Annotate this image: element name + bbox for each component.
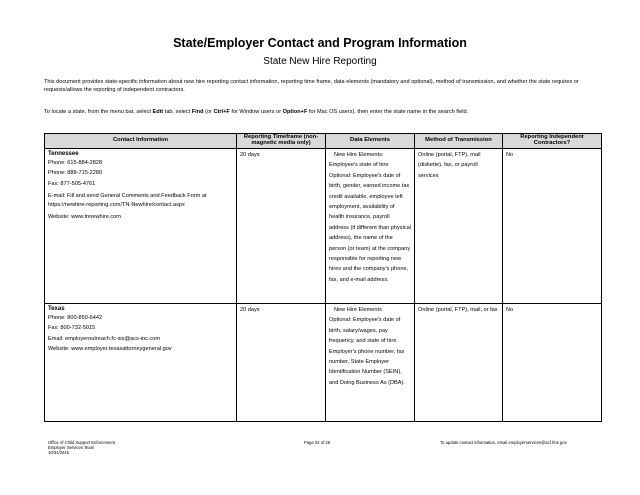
table-header-row — [45, 134, 602, 149]
contact-cell — [45, 304, 237, 422]
state-info-table — [44, 133, 602, 422]
elements-required: Employee's state of hire — [329, 162, 389, 169]
header-contractors: Reporting Independent Contractors? — [503, 134, 602, 149]
state-name: Texas — [48, 306, 65, 312]
elements-cell — [326, 149, 415, 304]
header-contact: Contact Information — [45, 134, 237, 149]
table-row — [45, 304, 602, 422]
elements-heading: New Hire Elements: — [334, 152, 384, 158]
method-cell: Online (portal, FTP), mail (diskette), fax, or payroll services — [415, 149, 503, 304]
header-timeframe: Reporting Timeframe (non-magnetic media only) — [237, 134, 326, 149]
header-elements: Data Elements — [326, 134, 415, 149]
intro-paragraph: This document provides state-specific information about new hire reporting contact information, reporting time frame, data elements (mandatory and optional), method of transmission, and whether the state requires or requests/allows the reporting of independent contractors. — [44, 79, 579, 94]
timeframe-cell: 20 days — [237, 304, 326, 422]
contractors-cell: No — [503, 149, 602, 304]
instructions-paragraph — [44, 108, 600, 116]
phone-text: Phone: 800-850-6442 — [48, 315, 103, 321]
elements-cell — [326, 304, 415, 422]
footer-page-number: Page 22 of 26 — [304, 440, 331, 445]
instructions-text: for Mac OS users), then enter the state name in the search field. — [307, 109, 469, 115]
website-link[interactable]: Website: www.tnnewhire.com — [48, 214, 121, 221]
page-subtitle: State New Hire Reporting — [263, 56, 377, 67]
state-name: Tennessee — [48, 151, 79, 157]
instructions-edit: Edit — [152, 109, 164, 115]
footer-update-note: To update contact information, email employerservices@acf.hhs.gov — [440, 440, 567, 445]
table-row — [45, 149, 602, 304]
fax-text: Fax: 877-505-4761 — [48, 180, 96, 187]
instructions-ctrlf: Ctrl+F — [213, 109, 230, 115]
instructions-find: Find — [191, 109, 204, 115]
footer-date: 10/31/2015 — [48, 450, 69, 455]
method-cell: Online (portal, FTP), mail, or fax — [415, 304, 503, 422]
footer-team: Employer Services Team — [48, 445, 95, 450]
timeframe-cell: 20 days — [237, 149, 326, 304]
instructions-text: To locate a state, from the menu bar, select — [44, 109, 153, 115]
email-text: E-mail: Fill and send General Comments and Feedback Form at https://newhire-reporting.com/TN-Newhire/contact.aspx — [48, 193, 207, 208]
elements-optional: Optional: Employee's date of birth, gender, earned income tax credit available, employee left employment, availability of health insurance, payroll address (if different than physical address), the name of the person (or team) at the company responsible for reporting new hires and the company's phone, fax, and e-mail address. — [329, 172, 411, 283]
instructions-text: (or — [203, 109, 214, 115]
phone-text: Phone: 615-884-2828 — [48, 160, 103, 166]
header-method: Method of Transmission — [415, 134, 503, 149]
elements-heading: New Hire Elements — [334, 307, 382, 313]
instructions-text: tab, select — [163, 109, 192, 115]
fax-text: Fax: 800-732-5015 — [48, 325, 96, 332]
footer-office: Office of Child Support Enforcement — [48, 440, 115, 445]
email-text: Email: employeroutreach.fc-sis@acs-inc.com — [48, 335, 160, 342]
contractors-cell: No — [503, 304, 602, 422]
elements-optional: Optional: Employee's date of birth, salary/wages, pay frequency, and state of hire. Employer's phone number, fax number, State Employer Identification Number (SEIN), and Doing Business As (DBA). — [329, 317, 405, 386]
contact-cell — [45, 149, 237, 304]
website-link[interactable]: Website: www.employer.texasattorneygeneral.gov — [48, 346, 172, 353]
phone-text: Phone: 888-715-2280 — [48, 170, 103, 177]
footer-left — [48, 440, 115, 455]
instructions-text: for Window users or — [229, 109, 283, 115]
page-title: State/Employer Contact and Program Information — [173, 36, 467, 50]
instructions-optf: Option+F — [282, 109, 308, 115]
